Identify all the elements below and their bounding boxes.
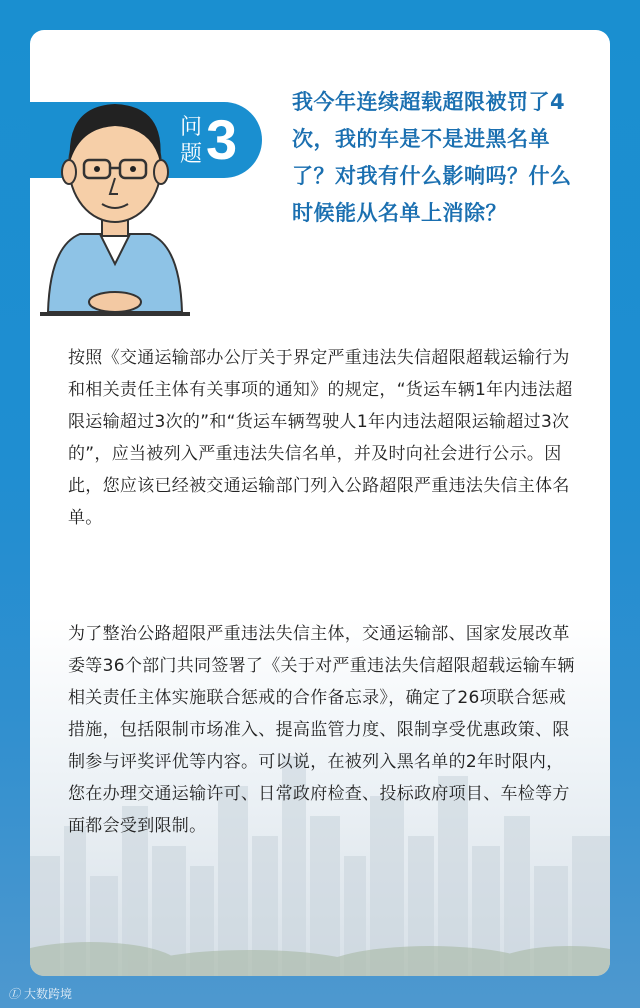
watermark — [8, 985, 72, 1002]
answer-paragraph-2: 为了整治公路超限严重违法失信主体，交通运输部、国家发展改革委等36个部门共同签署了《关于对严重违法失信超限超载运输车辆相关责任主体实施联合惩戒的合作备忘录》，确定了26项联合惩戒措施，包括限制市场准入、提高监管力度、限制享受优惠政策、限制参与评奖评优等内容。可以说，在被列入黑名单的2年时限内，您在办理交通运输许可、日常政府检查、投标政府项目、车检等方面都会受到限制。 — [68, 624, 575, 836]
watermark-text: 大数跨境 — [24, 987, 73, 1001]
content-card — [30, 30, 610, 976]
question-text: 我今年连续超载超限被罚了4次，我的车是不是进黑名单了？对我有什么影响吗？什么时候能从名单上消除？ — [292, 90, 572, 225]
question-label: 问题 — [179, 115, 202, 167]
cartoon-man-avatar — [40, 66, 190, 328]
answer-paragraph-1: 按照《交通运输部办公厅关于界定严重违法失信超限超载运输行为和相关责任主体有关事项的通知》的规定，“货运车辆1年内违法超限运输超过3次的”和“货运车辆驾驶人1年内违法超限运输超过3次的”，应当被列入严重违法失信名单，并及时向社会进行公示。因此，您应该已经被交通运输部门列入公路超限严重违法失信主体名单。 — [68, 348, 573, 528]
question-number: 3 — [206, 108, 238, 171]
watermark-logo-icon: Ⓛ — [8, 987, 21, 1001]
